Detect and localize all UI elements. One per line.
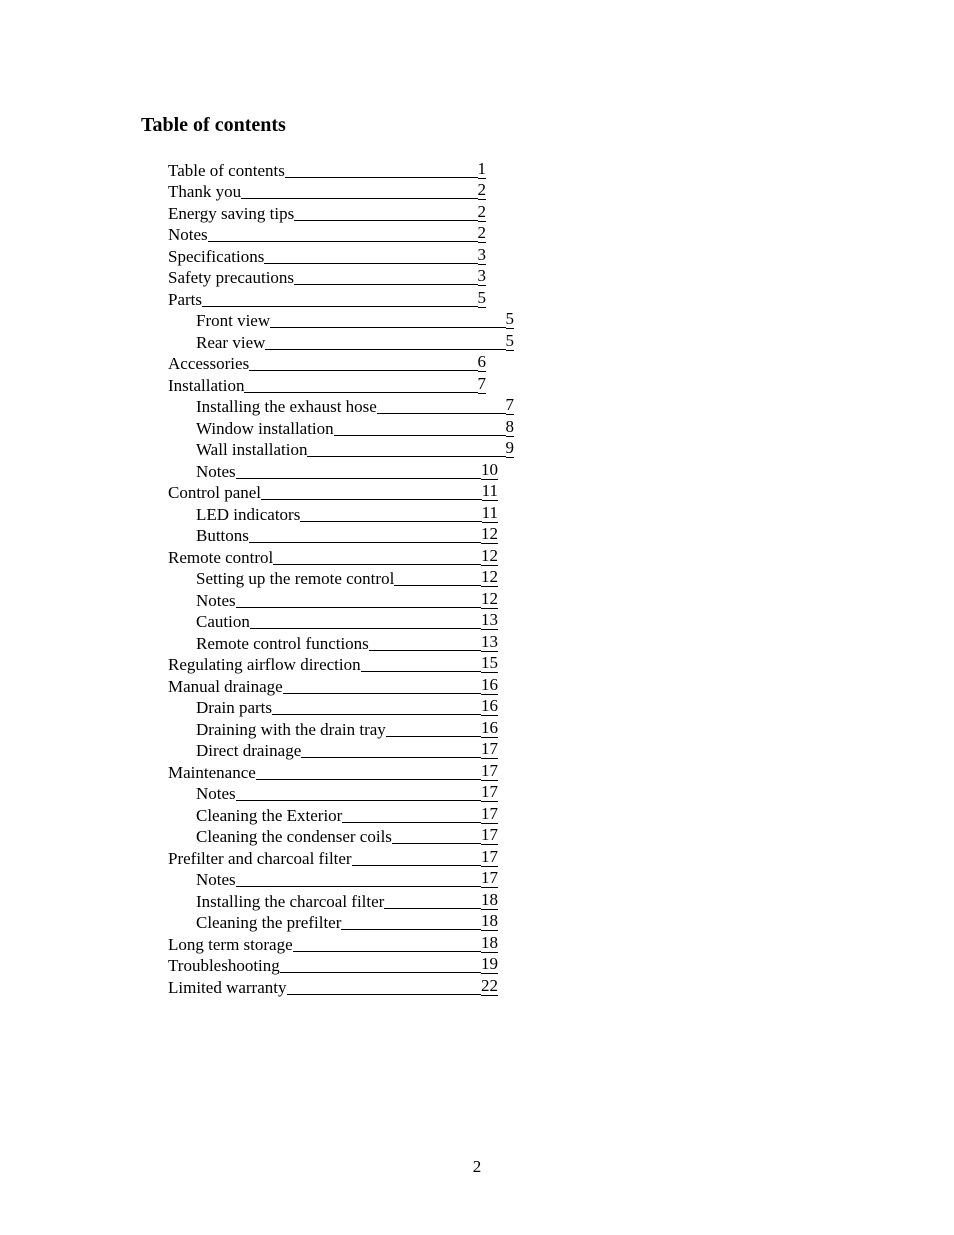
- toc-entry-page[interactable]: 10: [481, 459, 498, 479]
- toc-entry-title: Notes: [168, 225, 208, 244]
- toc-leader-line: [334, 435, 506, 436]
- toc-leader-line: [294, 220, 477, 221]
- toc-entry-page[interactable]: 7: [505, 395, 514, 414]
- toc-leader-line: [272, 714, 481, 715]
- toc-leader-line: [261, 499, 482, 500]
- toc-entry-page[interactable]: 15: [481, 653, 498, 672]
- toc-entry[interactable]: [168, 267, 486, 289]
- toc-entry-page[interactable]: 12: [481, 567, 498, 586]
- toc-entry-page[interactable]: 18: [481, 932, 498, 952]
- toc-leader-line: [300, 521, 481, 522]
- toc-leader-line: [392, 843, 481, 844]
- toc-entry-title: Installing the exhaust hose: [196, 397, 377, 416]
- toc-leader-line: [342, 822, 481, 823]
- toc-entry-title: Direct drainage: [196, 741, 302, 760]
- toc-entry[interactable]: [168, 761, 498, 783]
- toc-entry-page[interactable]: 6: [477, 352, 486, 371]
- toc-leader-line: [236, 886, 481, 887]
- toc-entry[interactable]: [168, 804, 498, 826]
- toc-leader-line: [293, 951, 481, 952]
- toc-entry-title: Table of contents: [168, 160, 285, 180]
- toc-entry-page[interactable]: 5: [477, 287, 486, 307]
- toc-leader-line: [361, 671, 481, 672]
- toc-entry[interactable]: [168, 224, 486, 246]
- toc-entry[interactable]: [168, 740, 498, 762]
- toc-entry-page[interactable]: 17: [481, 868, 498, 887]
- toc-leader-line: [386, 736, 481, 737]
- toc-entry-title: Long term storage: [168, 934, 293, 954]
- toc-leader-line: [369, 650, 481, 651]
- toc-entry[interactable]: [168, 718, 498, 740]
- toc-entry-title: Remote control: [168, 547, 274, 567]
- toc-entry[interactable]: [168, 847, 498, 869]
- toc-leader-line: [287, 994, 482, 995]
- toc-entry-page[interactable]: 17: [481, 803, 498, 823]
- toc-entry-page[interactable]: 18: [481, 889, 498, 909]
- toc-entry[interactable]: [168, 202, 486, 224]
- toc-entry[interactable]: [168, 159, 486, 181]
- toc-leader-line: [377, 413, 506, 414]
- page-number: 2: [472, 1157, 482, 1176]
- toc-leader-line: [265, 349, 505, 350]
- toc-entry-title: Drain parts: [196, 698, 273, 717]
- toc-entry-title: Notes: [196, 590, 236, 610]
- toc-leader-line: [273, 564, 481, 565]
- toc-leader-line: [249, 370, 477, 371]
- toc-leader-line: [280, 972, 481, 973]
- toc-leader-line: [294, 284, 477, 285]
- toc-entry-title: Notes: [196, 461, 236, 481]
- toc-entry-title: Setting up the remote control: [196, 569, 395, 588]
- toc-entry[interactable]: [168, 439, 514, 461]
- toc-entry-title: Front view: [196, 311, 271, 330]
- toc-entry-page[interactable]: 3: [477, 266, 486, 285]
- toc-entry[interactable]: [168, 503, 498, 525]
- toc-leader-line: [241, 198, 477, 199]
- toc-leader-line: [352, 865, 481, 866]
- toc-leader-line: [236, 478, 481, 479]
- toc-entry-page[interactable]: 13: [481, 631, 498, 651]
- toc-entry[interactable]: [168, 482, 498, 504]
- toc-entry-title: Safety precautions: [168, 268, 295, 287]
- toc-leader-line: [256, 779, 481, 780]
- toc-entry[interactable]: [168, 697, 498, 719]
- toc-entry-page[interactable]: 9: [505, 438, 514, 457]
- toc-entry-page[interactable]: 7: [477, 373, 486, 393]
- toc-entry[interactable]: [168, 396, 514, 418]
- toc-entry[interactable]: [168, 912, 498, 934]
- toc-entry[interactable]: [168, 933, 498, 955]
- toc-entry-title: Troubleshooting: [168, 956, 280, 975]
- toc-entry-title: Energy saving tips: [168, 203, 295, 223]
- toc-entry-page[interactable]: 17: [481, 739, 498, 758]
- toc-entry-page[interactable]: 5: [505, 309, 514, 328]
- toc-entry-title: Installing the charcoal filter: [196, 891, 385, 911]
- toc-entry-page[interactable]: 3: [477, 244, 486, 264]
- toc-entry-page[interactable]: 17: [481, 782, 498, 801]
- toc-entry[interactable]: [168, 353, 486, 375]
- toc-entry[interactable]: [168, 589, 498, 611]
- toc-entry[interactable]: [168, 331, 514, 353]
- toc-entry-page[interactable]: 2: [477, 223, 486, 242]
- toc-entry-title: Control panel: [168, 483, 262, 502]
- toc-leader-line: [307, 456, 505, 457]
- toc-entry[interactable]: [168, 654, 498, 676]
- toc-leader-line: [301, 757, 481, 758]
- toc-entry-page[interactable]: 17: [481, 825, 498, 844]
- toc-leader-line: [384, 908, 481, 909]
- toc-entry[interactable]: [168, 955, 498, 977]
- toc-list: [168, 158, 514, 998]
- toc-entry[interactable]: [168, 632, 498, 654]
- toc-entry-title: Notes: [196, 784, 236, 803]
- toc-entry-title: Remote control functions: [196, 633, 369, 653]
- toc-entry-page[interactable]: 12: [481, 524, 498, 543]
- toc-entry[interactable]: [168, 181, 486, 203]
- toc-entry[interactable]: [168, 288, 486, 310]
- toc-entry-page[interactable]: 13: [481, 610, 498, 629]
- toc-entry-title: Buttons: [196, 526, 249, 545]
- toc-entry-page[interactable]: 22: [481, 975, 498, 995]
- toc-entry[interactable]: [168, 611, 498, 633]
- toc-entry[interactable]: [168, 417, 514, 439]
- toc-entry[interactable]: [168, 525, 498, 547]
- toc-entry-title: Window installation: [196, 418, 334, 438]
- toc-entry[interactable]: [168, 546, 498, 568]
- toc-entry-page[interactable]: 16: [481, 674, 498, 694]
- toc-leader-line: [270, 327, 505, 328]
- toc-leader-line: [341, 929, 481, 930]
- toc-entry-page[interactable]: 2: [477, 201, 486, 221]
- toc-entry[interactable]: [168, 245, 486, 267]
- toc-entry-page[interactable]: 1: [477, 158, 486, 178]
- toc-entry-title: Draining with the drain tray: [196, 719, 386, 739]
- toc-leader-line: [394, 585, 481, 586]
- toc-entry[interactable]: [168, 675, 498, 697]
- toc-entry-title: Specifications: [168, 246, 265, 266]
- toc-entry[interactable]: [168, 826, 498, 848]
- toc-entry-title: Maintenance: [168, 762, 256, 782]
- toc-entry-page[interactable]: 18: [481, 911, 498, 930]
- toc-leader-line: [244, 392, 477, 393]
- toc-entry-page[interactable]: 8: [505, 416, 514, 436]
- toc-entry[interactable]: [168, 310, 514, 332]
- toc-entry-page[interactable]: 2: [477, 180, 486, 199]
- toc-entry[interactable]: [168, 783, 498, 805]
- toc-entry-title: Parts: [168, 289, 202, 309]
- toc-leader-line: [202, 306, 478, 307]
- toc-entry-page[interactable]: 19: [481, 954, 498, 973]
- toc-leader-line: [264, 263, 477, 264]
- toc-entry[interactable]: [168, 976, 498, 998]
- toc-entry-title: Caution: [196, 612, 250, 631]
- toc-entry-title: Regulating airflow direction: [168, 655, 361, 674]
- toc-entry-page[interactable]: 5: [505, 330, 514, 350]
- toc-entry-title: Cleaning the Exterior: [196, 805, 343, 825]
- toc-entry-page[interactable]: 11: [481, 481, 498, 500]
- toc-heading: Table of contents: [141, 114, 286, 136]
- toc-leader-line: [283, 693, 481, 694]
- toc-entry-title: Limited warranty: [168, 977, 287, 997]
- toc-entry-title: LED indicators: [196, 504, 301, 524]
- toc-entry-title: Notes: [196, 870, 236, 889]
- toc-leader-line: [208, 241, 478, 242]
- toc-leader-line: [285, 177, 478, 178]
- toc-leader-line: [236, 800, 481, 801]
- toc-entry[interactable]: [168, 374, 486, 396]
- toc-entry-page[interactable]: 16: [481, 696, 498, 715]
- toc-entry-page[interactable]: 12: [481, 545, 498, 565]
- toc-entry[interactable]: [168, 869, 498, 891]
- toc-leader-line: [250, 628, 481, 629]
- toc-leader-line: [236, 607, 481, 608]
- toc-entry-page[interactable]: 12: [481, 588, 498, 608]
- toc-entry-page[interactable]: 17: [481, 846, 498, 866]
- toc-entry-page[interactable]: 16: [481, 717, 498, 737]
- toc-entry[interactable]: [168, 890, 498, 912]
- toc-entry-title: Installation: [168, 375, 245, 395]
- toc-entry-page[interactable]: 17: [481, 760, 498, 780]
- toc-entry-title: Manual drainage: [168, 676, 283, 696]
- toc-entry-title: Cleaning the condenser coils: [196, 827, 392, 846]
- toc-entry-title: Rear view: [196, 332, 266, 352]
- toc-entry-title: Accessories: [168, 354, 250, 373]
- toc-entry[interactable]: [168, 460, 498, 482]
- toc-entry-title: Wall installation: [196, 440, 308, 459]
- toc-entry-title: Thank you: [168, 182, 242, 201]
- toc-entry-page[interactable]: 11: [481, 502, 498, 522]
- toc-entry-title: Prefilter and charcoal filter: [168, 848, 352, 868]
- toc-entry-title: Cleaning the prefilter: [196, 913, 342, 932]
- toc-leader-line: [249, 542, 481, 543]
- toc-entry[interactable]: [168, 568, 498, 590]
